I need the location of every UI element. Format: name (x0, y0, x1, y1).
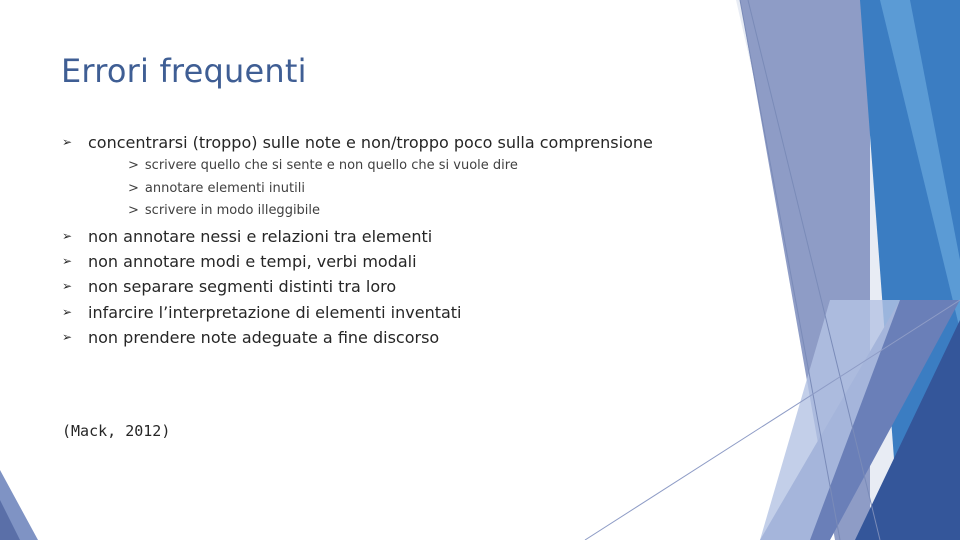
bullet-text: non annotare modi e tempi, verbi modali (88, 251, 417, 271)
arrowhead-bullet-icon: ➢ (62, 305, 73, 319)
sub-item (128, 200, 320, 220)
arrowhead-bullet-icon: ➢ (62, 254, 73, 268)
sub-item-text: annotare elementi inutili (144, 180, 305, 196)
sub-item (128, 178, 305, 198)
sub-item (128, 155, 518, 175)
bullet-item (62, 249, 417, 273)
bullet-item (62, 300, 462, 324)
bullet-item (62, 224, 432, 248)
bullet-text: infarcire l’interpretazione di elementi inventati (88, 302, 462, 322)
bullet-text: non annotare nessi e relazioni tra elementi (88, 226, 433, 246)
arrowhead-bullet-icon: ➢ (62, 135, 73, 149)
citation: (Mack, 2012) (62, 422, 171, 440)
sub-item-marker: > (128, 180, 139, 196)
slide-title: Errori frequenti (61, 52, 307, 90)
sub-item-marker: > (128, 157, 139, 173)
arrowhead-bullet-icon: ➢ (62, 330, 73, 344)
sub-item-text: scrivere in modo illeggibile (144, 202, 321, 218)
bullet-item (62, 130, 653, 154)
bullet-item (62, 325, 439, 349)
bullet-text: concentrarsi (troppo) sulle note e non/troppo poco sulla comprensione (88, 132, 653, 152)
sub-item-marker: > (128, 202, 139, 218)
bullet-text: non separare segmenti distinti tra loro (88, 276, 397, 296)
sub-item-text: scrivere quello che si sente e non quello che si vuole dire (144, 157, 518, 173)
arrowhead-bullet-icon: ➢ (62, 229, 73, 243)
bullet-text: non prendere note adeguate a fine discorso (88, 327, 440, 347)
arrowhead-bullet-icon: ➢ (62, 279, 73, 293)
bullet-item (62, 274, 396, 298)
